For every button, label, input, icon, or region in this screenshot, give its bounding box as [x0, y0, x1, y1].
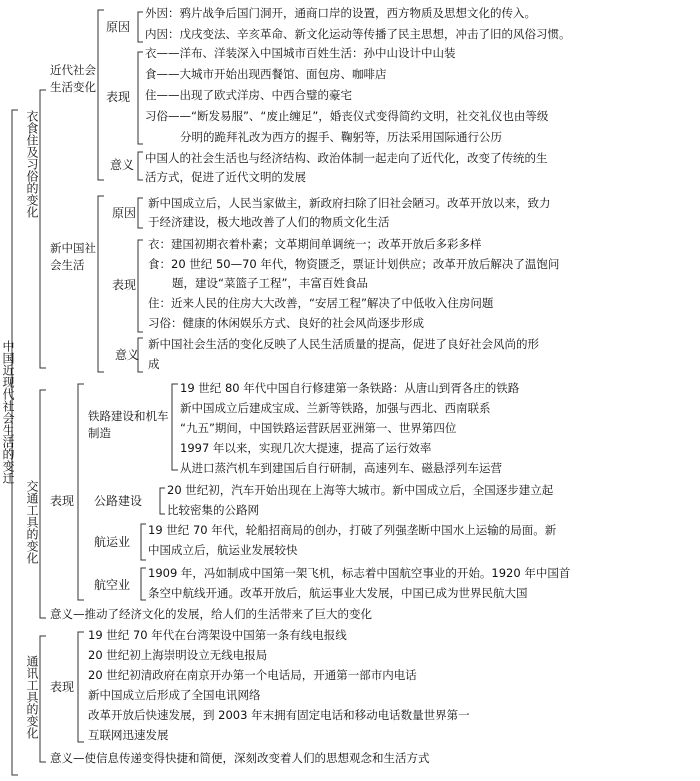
subsection-title-new-china: 新中国社会生活 — [50, 241, 96, 272]
modern-meaning-line-2: 活方式，促进了近代文明的发展 — [145, 170, 306, 184]
newchina-meaning-label: 意义 — [115, 348, 140, 362]
railway-item-4: 1997 年以来，实现几次大提速，提高了运行效率 — [180, 441, 432, 455]
modern-cause-internal: 内因：戊戌变法、辛亥革命、新文化运动等传播了民主思想，冲击了旧的风俗习惯。 — [145, 27, 571, 41]
newchina-cause-line-2: 于经济建设，极大地改善了人们的物质文化生活 — [148, 215, 390, 229]
modern-manifest-clothing: 衣——洋布、洋装深入中国城市百姓生活：孙中山设计中山装 — [145, 46, 456, 60]
modern-manifest-custom-2: 分明的跪拜礼改为西方的握手、鞠躬等，历法采用国际通行公历 — [180, 130, 502, 144]
modern-manifest-label: 表现 — [106, 90, 131, 104]
transport-ship-title: 航运业 — [94, 535, 131, 549]
railway-item-2: 新中国成立后建成宝成、兰新等铁路，加强与西北、西南联系 — [180, 401, 491, 415]
telecom-item-3: 20 世纪初清政府在南京开办第一个电话局，开通第一部市内电话 — [88, 668, 417, 682]
newchina-meaning-line-1: 新中国社会生活的变化反映了人民生活质量的提高，促进了良好社会风尚的形 — [148, 337, 539, 351]
modern-manifest-custom-1: 习俗——“断发易服”、“废止缠足”，婚丧仪式变得简约文明，社交礼仪也由等级 — [145, 109, 549, 123]
newchina-manifest-food-2: 题，建设“菜篮子工程”，丰富百姓食品 — [172, 276, 368, 290]
newchina-cause-label: 原因 — [112, 206, 137, 220]
modern-manifest-food: 食——大城市开始出现西餐馆、面包房、咖啡店 — [145, 67, 387, 81]
telecom-item-2: 20 世纪初上海崇明设立无线电报局 — [88, 648, 268, 662]
newchina-manifest-custom: 习俗：健康的休闲娱乐方式、良好的社会风尚逐步形成 — [148, 316, 424, 330]
telecom-item-5: 改革开放后快速发展，到 2003 年末拥有固定电话和移动电话数量世界第一 — [88, 708, 470, 722]
section-title-clothing: 衣食住及习俗的变化 — [25, 110, 39, 218]
telecom-item-4: 新中国成立后形成了全国电讯网络 — [88, 688, 261, 702]
modern-meaning-line-1: 中国人的社会生活也与经济结构、政治体制一起走向了近代化，改变了传统的生 — [145, 151, 548, 165]
transport-meaning: 意义—推动了经济文化的发展，给人们的生活带来了巨大的变化 — [50, 607, 372, 621]
railway-item-1: 19 世纪 80 年代中国自行修建第一条铁路：从唐山到胥各庄的铁路 — [180, 381, 520, 395]
telecom-meaning: 意义—使信息传递变得快捷和简便，深刻改变着人们的思想观念和生活方式 — [50, 751, 430, 765]
newchina-manifest-clothing: 衣：建国初期衣着朴素；文革期间单调统一；改革开放后多彩多样 — [148, 237, 482, 251]
ship-item-2: 中国成立后，航运业发展较快 — [148, 543, 298, 557]
modern-cause-external: 外因：鸦片战争后国门洞开，通商口岸的设置，西方物质及思想文化的传入。 — [145, 6, 536, 20]
modern-manifest-housing: 住——出现了欧式洋房、中西合璧的豪宅 — [145, 88, 352, 102]
railway-item-5: 从进口蒸汽机车到建国后自行研制，高速列车、磁悬浮列车运营 — [180, 461, 502, 475]
road-item-2: 比较密集的公路网 — [167, 503, 259, 517]
railway-item-3: “九五”期间，中国铁路运营跃居亚洲第一、世界第四位 — [180, 421, 457, 435]
subsection-title-modern: 近代社会生活变化 — [50, 63, 96, 94]
section-title-transport: 交通工具的变化 — [25, 480, 39, 564]
transport-air-title: 航空业 — [94, 578, 131, 592]
air-item-2: 条空中航线开通。改革开放后，航运事业大发展，中国已成为世界民航大国 — [148, 586, 528, 600]
newchina-meaning-line-2: 成 — [148, 357, 160, 371]
section-title-telecom: 通讯工具的变化 — [25, 655, 39, 739]
telecom-item-6: 互联网迅速发展 — [88, 728, 169, 742]
newchina-manifest-housing: 住：近来人民的住房大大改善，“安居工程”解决了中低收入住房问题 — [148, 296, 494, 310]
air-item-1: 1909 年，冯如制成中国第一架飞机，标志着中国航空事业的开始。1920 年中国首 — [148, 566, 571, 580]
modern-meaning-label: 意义 — [110, 158, 135, 172]
transport-railway-title: 铁路建设和机车制造 — [88, 409, 169, 440]
root-title: 中国近现代社会生活的变迁 — [1, 340, 15, 484]
newchina-manifest-label: 表现 — [112, 278, 137, 292]
road-item-1: 20 世纪初，汽车开始出现在上海等大城市。新中国成立后，全国逐步建立起 — [167, 483, 554, 497]
transport-manifest-label: 表现 — [50, 494, 75, 508]
telecom-manifest-label: 表现 — [50, 680, 75, 694]
modern-cause-label: 原因 — [106, 20, 131, 34]
newchina-cause-line-1: 新中国成立后，人民当家做主，新政府扫除了旧社会陋习。改革开放以来，致力 — [148, 196, 551, 210]
ship-item-1: 19 世纪 70 年代，轮船招商局的创办，打破了列强垄断中国水上运输的局面。新 — [148, 523, 557, 537]
newchina-manifest-food-1: 食：20 世纪 50—70 年代，物资匮乏，票证计划供应；改革开放后解决了温饱问 — [148, 257, 560, 271]
telecom-item-1: 19 世纪 70 年代在台湾架设中国第一条有线电报线 — [88, 628, 347, 642]
transport-road-title: 公路建设 — [94, 494, 143, 508]
